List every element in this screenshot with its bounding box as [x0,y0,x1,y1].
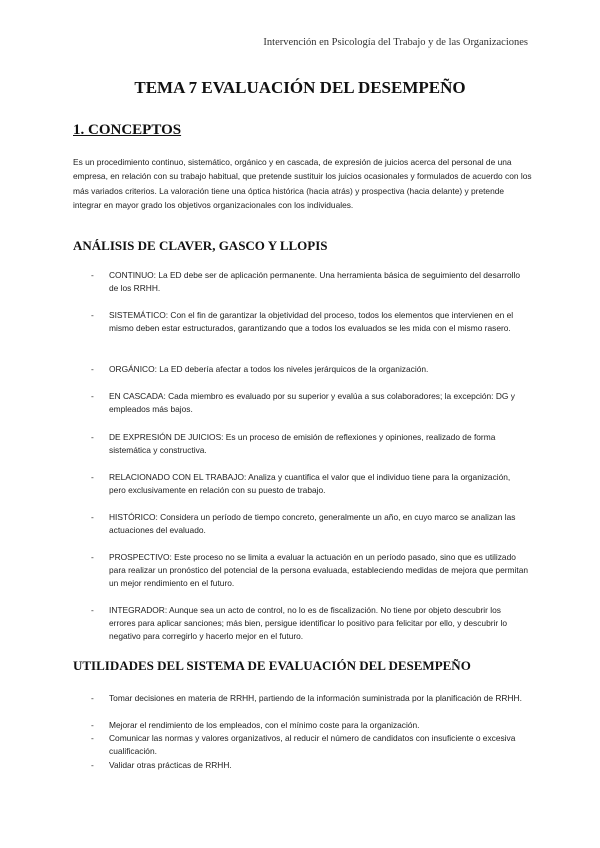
section-heading-utilidades: UTILIDADES DEL SISTEMA DE EVALUACIÓN DEL DESEMPEÑO [73,658,471,673]
list-bullet: - [91,472,94,482]
list-item-text: Mejorar el rendimiento de los empleados, con el mínimo coste para la organización. [109,720,420,730]
page-title: TEMA 7 EVALUACIÓN DEL DESEMPEÑO [134,78,466,97]
list-item-text: DE EXPRESIÓN DE JUICIOS: Es un proceso de emisión de reflexiones y opiniones, realizado de forma sistemática y constructiva. [109,432,496,456]
list-bullet: - [91,364,94,374]
list-bullet: - [91,552,94,562]
list-item-text: PROSPECTIVO: Este proceso no se limita a evaluar la actuación en un período pasado, sino que es utilizado para realizar un pronóstico del potencial de la persona evaluada, estableciendo medidas de mejora que permitan un mejor rendimiento en el futuro. [109,552,529,589]
list-bullet: - [91,720,94,730]
list-item-text: HISTÓRICO: Considera un período de tiempo concreto, generalmente un año, en cuyo marco se analizan las actuaciones del evaluado. [109,512,516,536]
list-item-text: RELACIONADO CON EL TRABAJO: Analiza y cuantifica el valor que el individuo tiene para la organización, pero exclusivamente en relación con su puesto de trabajo. [109,472,511,496]
list-bullet: - [91,432,94,442]
list-item-text: EN CASCADA: Cada miembro es evaluado por su superior y evalúa a sus colaboradores; la excepción: DG y empleados más bajos. [109,391,515,415]
list-item-text: Validar otras prácticas de RRHH. [109,760,232,770]
list-bullet: - [91,270,94,280]
list-item-text: SISTEMÁTICO: Con el fin de garantizar la objetividad del proceso, todos los elementos que intervienen en el mismo deben estar estructurados, garantizando que a todos los evaluados se les mida con el mismo rasero. [109,310,514,334]
list-item-text: CONTINUO: La ED debe ser de aplicación permanente. Una herramienta básica de seguimiento del desarrollo de los RRHH. [109,270,521,294]
list-item-text: Tomar decisiones en materia de RRHH, partiendo de la información suministrada por la planificación de RRHH. [109,693,522,703]
list-item-text: Comunicar las normas y valores organizativos, al reducir el número de candidatos con insuficiente o excesiva cualificación. [109,733,516,757]
list-item-text: ORGÁNICO: La ED debería afectar a todos los niveles jerárquicos de la organización. [109,364,429,374]
list-item-text: INTEGRADOR: Aunque sea un acto de control, no lo es de fiscalización. No tiene por objeto descubrir los errores para aplicar sanciones; más bien, persigue identificar lo positivo para felicitar por ello, y descubrir lo negativo para corregirlo y hacerlo mejor en el futuro. [109,605,508,642]
list-bullet: - [91,733,94,743]
running-header: Intervención en Psicología del Trabajo y de las Organizaciones [263,37,528,48]
section-heading-conceptos: 1. CONCEPTOS [73,122,182,138]
list-bullet: - [91,760,94,770]
list-bullet: - [91,310,94,320]
list-bullet: - [91,391,94,401]
intro-paragraph: Es un procedimiento continuo, sistemático, orgánico y en cascada, de expresión de juicios acerca del personal de una empresa, en relación con su trabajo habitual, que pretende sustituir los juicios ocasionales y formulados de acuerdo con los más variados criterios. La valoración tiene una óptica histórica (hacia atrás) y prospectiva (hacia delante) y pretende integrar en mayor grado los objetivos organizacionales con los individuales. [73,157,532,211]
list-bullet: - [91,512,94,522]
section-heading-analisis: ANÁLISIS DE CLAVER, GASCO Y LLOPIS [73,238,328,253]
list-bullet: - [91,605,94,615]
list-bullet: - [91,693,94,703]
